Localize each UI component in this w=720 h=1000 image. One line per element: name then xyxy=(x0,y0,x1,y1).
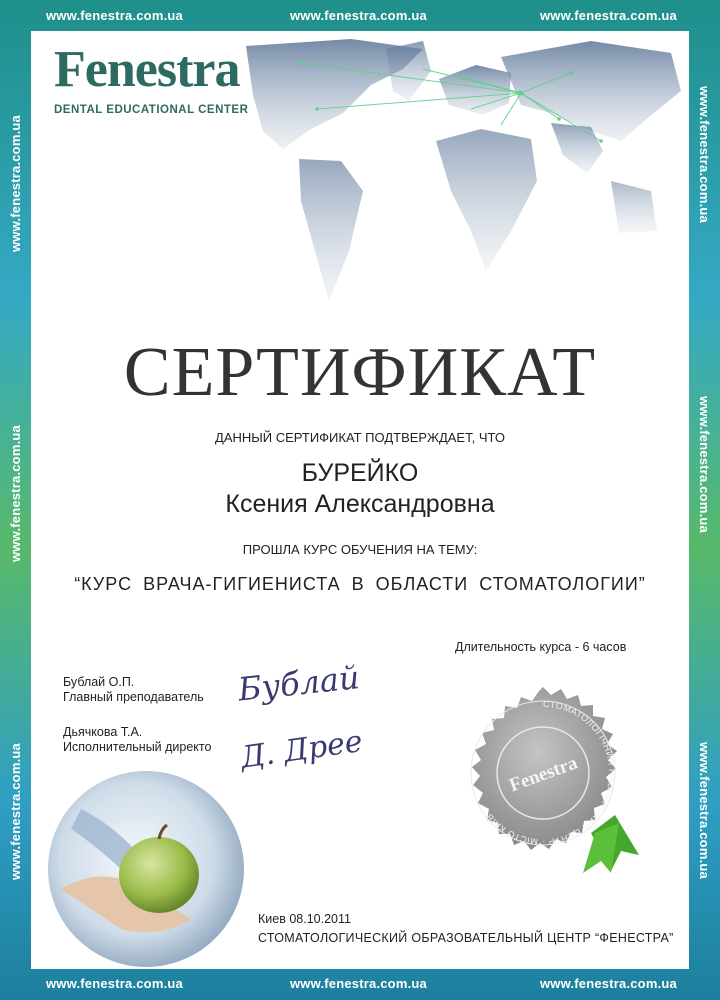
logo-subtitle: DENTAL EDUCATIONAL CENTER xyxy=(54,104,249,116)
certificate-title: СЕРТИФИКАТ xyxy=(123,334,597,411)
signature-2-text: Д. Дрее xyxy=(238,723,365,776)
signature-1-text: Бублай xyxy=(236,658,362,709)
signatory-role-2: Исполнительный директо xyxy=(63,740,212,754)
completed-course-text: ПРОШЛА КУРС ОБУЧЕНИЯ НА ТЕМУ: xyxy=(242,542,478,557)
seal-ring-text: СТОМАТОЛОГІЧНИЙ НАВЧАЛЬНИЙ ЦЕНТР · МІСТО КИЇВ · xyxy=(479,698,617,848)
border-url-left-bottom: www.fenestra.com.ua xyxy=(8,743,23,880)
seal-stamp xyxy=(443,683,643,873)
apple-in-hand-image xyxy=(41,769,251,969)
signatory-role-1: Главный преподаватель xyxy=(63,690,204,704)
border-url-bottom-right: www.fenestra.com.ua xyxy=(540,976,677,991)
recipient-surname: БУРЕЙКО xyxy=(301,459,419,487)
course-duration: Длительность курса - 6 часов xyxy=(455,640,627,654)
border-url-bottom-center: www.fenestra.com.ua xyxy=(290,976,427,991)
signature-1 xyxy=(232,654,372,714)
seal-center-text: Fenestra xyxy=(506,752,581,797)
border-url-right-middle: www.fenestra.com.ua xyxy=(697,396,712,533)
border-url-bottom-left: www.fenestra.com.ua xyxy=(46,976,183,991)
border-url-top-center: www.fenestra.com.ua xyxy=(290,8,427,23)
border-url-top-left: www.fenestra.com.ua xyxy=(46,8,183,23)
recipient-given-names: Ксения Александровна xyxy=(225,490,495,518)
border-url-right-bottom: www.fenestra.com.ua xyxy=(697,742,712,879)
border-url-left-top: www.fenestra.com.ua xyxy=(8,115,23,252)
signature-2 xyxy=(236,712,386,782)
logo-name: Fenestra xyxy=(54,41,240,98)
issuing-organization: СТОМАТОЛОГИЧЕСКИЙ ОБРАЗОВАТЕЛЬНЫЙ ЦЕНТР “ФЕНЕСТРА” xyxy=(258,931,674,945)
border-url-left-middle: www.fenestra.com.ua xyxy=(8,425,23,562)
border-url-top-right: www.fenestra.com.ua xyxy=(540,8,677,23)
confirms-text: ДАННЫЙ СЕРТИФИКАТ ПОДТВЕРЖДАЕТ, ЧТО xyxy=(215,430,505,445)
place-and-date: Киев 08.10.2011 xyxy=(258,912,351,926)
signatory-name-2: Дьячкова Т.А. xyxy=(63,725,143,739)
signatory-name-1: Бублай О.П. xyxy=(63,675,135,689)
border-url-right-top: www.fenestra.com.ua xyxy=(697,86,712,223)
course-title: “КУРС ВРАЧА-ГИГИЕНИСТА В ОБЛАСТИ СТОМАТОЛОГИИ” xyxy=(74,574,646,594)
